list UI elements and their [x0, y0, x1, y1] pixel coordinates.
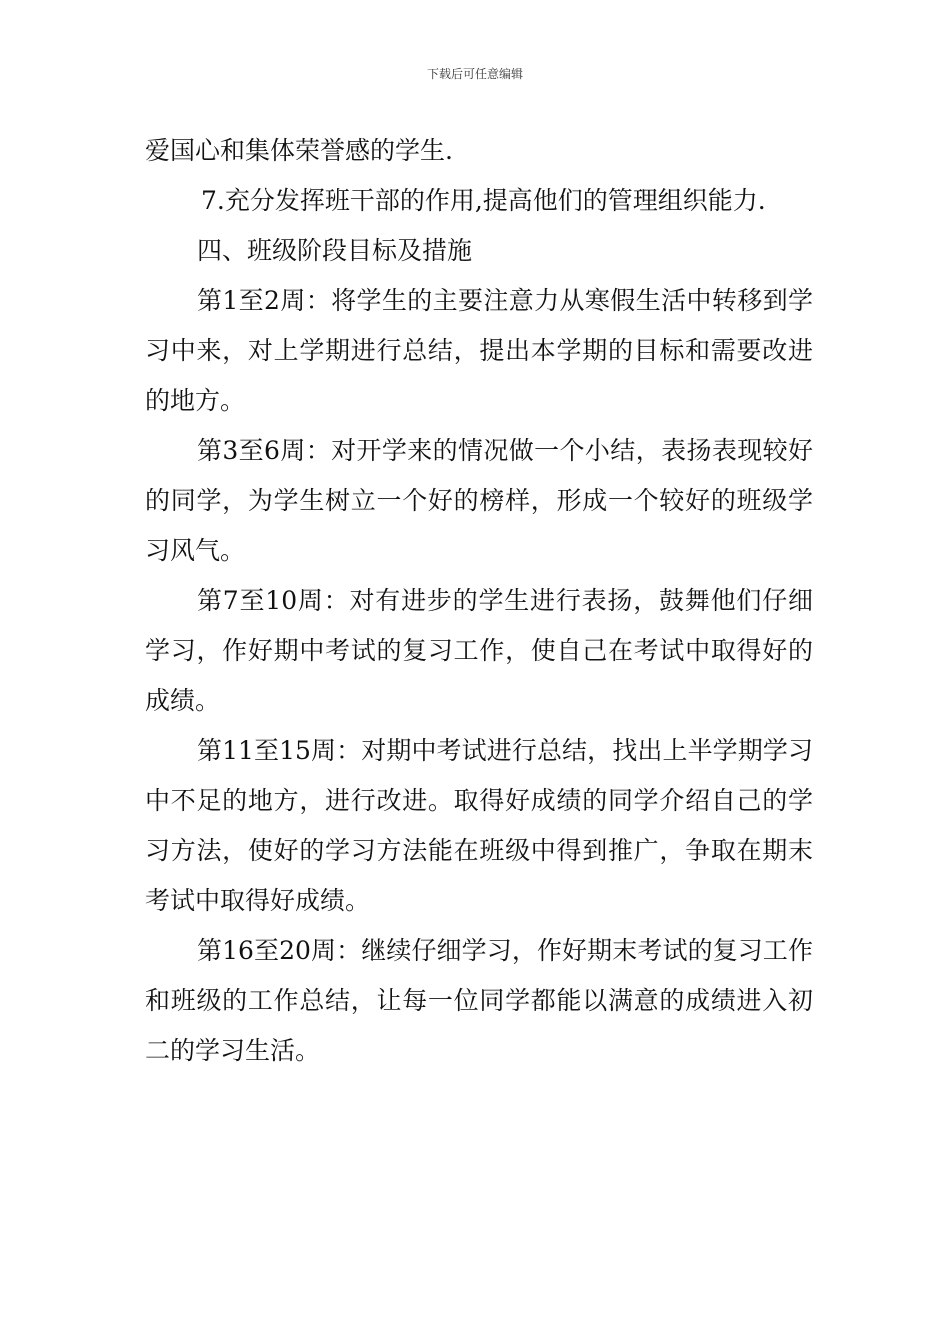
paragraph-week-11-15: 第11至15周：对期中考试进行总结，找出上半学期学习中不足的地方，进行改进。取得好成绩的同学介绍自己的学习方法，使好的学习方法能在班级中得到推广，争取在期末考试中取得好成绩。: [145, 736, 813, 915]
paragraph-continuation: 爱国心和集体荣誉感的学生.: [145, 136, 453, 165]
document-body: [145, 126, 813, 1076]
paragraph-item-7: 7.充分发挥班干部的作用,提高他们的管理组织能力.: [201, 186, 766, 215]
paragraph-week-1-2: 第1至2周：将学生的主要注意力从寒假生活中转移到学习中来，对上学期进行总结，提出本学期的目标和需要改进的地方。: [145, 286, 813, 415]
section-heading: 四、班级阶段目标及措施: [197, 236, 473, 265]
paragraph-week-7-10: 第7至10周：对有进步的学生进行表扬，鼓舞他们仔细学习，作好期中考试的复习工作，使自己在考试中取得好的成绩。: [145, 586, 813, 715]
paragraph-week-16-20: 第16至20周：继续仔细学习，作好期末考试的复习工作和班级的工作总结，让每一位同学都能以满意的成绩进入初二的学习生活。: [145, 936, 813, 1065]
page-header-note: 下载后可任意编辑: [426, 67, 523, 81]
paragraph-week-3-6: 第3至6周：对开学来的情况做一个小结，表扬表现较好的同学，为学生树立一个好的榜样，形成一个较好的班级学习风气。: [145, 436, 813, 565]
